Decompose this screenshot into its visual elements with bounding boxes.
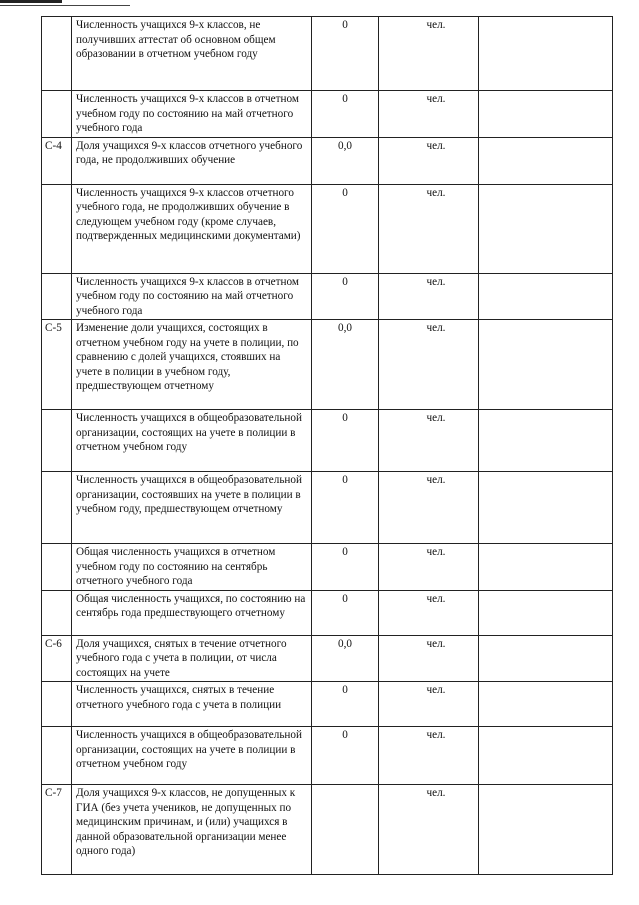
indicator-unit: чел. (379, 17, 479, 91)
indicator-description: Численность учащихся в общеобразовательной организации, состоящих на учете в полиции в отчетном учебном году (72, 410, 312, 472)
scan-artifact-line-thin (0, 5, 130, 6)
indicator-code (42, 682, 72, 727)
table-row (42, 320, 613, 410)
indicator-unit: чел. (379, 91, 479, 138)
scan-artifact-line (0, 0, 62, 3)
table-row (42, 727, 613, 785)
table-row (42, 544, 613, 591)
indicator-note (479, 17, 613, 91)
indicator-description: Численность учащихся 9-х классов в отчетном учебном году по состоянию на май отчетного учебного года (72, 273, 312, 320)
indicator-note (479, 785, 613, 875)
table-row (42, 17, 613, 91)
indicator-note (479, 682, 613, 727)
indicator-value: 0 (312, 184, 379, 273)
indicator-note (479, 273, 613, 320)
indicator-note (479, 635, 613, 682)
table-row (42, 590, 613, 635)
indicator-value: 0,0 (312, 320, 379, 410)
indicator-code (42, 410, 72, 472)
indicator-description: Численность учащихся в общеобразовательной организации, состоящих на учете в полиции в отчетном учебном году (72, 727, 312, 785)
indicator-code (42, 472, 72, 544)
indicator-note (479, 544, 613, 591)
table-row (42, 682, 613, 727)
indicator-note (479, 137, 613, 184)
indicator-note (479, 472, 613, 544)
table-row (42, 635, 613, 682)
indicator-unit: чел. (379, 273, 479, 320)
indicator-code (42, 17, 72, 91)
indicator-value: 0,0 (312, 635, 379, 682)
indicator-value: 0 (312, 410, 379, 472)
indicator-description: Численность учащихся, снятых в течение отчетного учебного года с учета в полиции (72, 682, 312, 727)
indicator-value: 0 (312, 544, 379, 591)
indicator-unit: чел. (379, 544, 479, 591)
indicators-table (41, 16, 613, 875)
indicator-code (42, 273, 72, 320)
indicator-code: С-4 (42, 137, 72, 184)
indicator-note (479, 410, 613, 472)
indicator-description: Численность учащихся в общеобразовательной организации, состоявших на учете в полиции в учебном году, предшествующем отчетному (72, 472, 312, 544)
indicator-code (42, 727, 72, 785)
table-row (42, 184, 613, 273)
indicator-value (312, 785, 379, 875)
table-row (42, 785, 613, 875)
indicator-unit: чел. (379, 410, 479, 472)
indicator-unit: чел. (379, 682, 479, 727)
indicator-code (42, 184, 72, 273)
indicator-unit: чел. (379, 184, 479, 273)
indicator-value: 0 (312, 17, 379, 91)
indicator-note (479, 320, 613, 410)
table-row (42, 137, 613, 184)
table-row (42, 91, 613, 138)
indicator-value: 0,0 (312, 137, 379, 184)
indicator-note (479, 727, 613, 785)
indicator-note (479, 590, 613, 635)
indicator-value: 0 (312, 727, 379, 785)
indicator-unit: чел. (379, 785, 479, 875)
indicator-unit: чел. (379, 472, 479, 544)
indicator-unit: чел. (379, 635, 479, 682)
indicator-value: 0 (312, 682, 379, 727)
indicator-note (479, 184, 613, 273)
indicator-value: 0 (312, 273, 379, 320)
indicator-value: 0 (312, 590, 379, 635)
indicator-unit: чел. (379, 320, 479, 410)
indicator-description: Доля учащихся, снятых в течение отчетного учебного года с учета в полиции, от числа состоящих на учете (72, 635, 312, 682)
indicator-code: С-7 (42, 785, 72, 875)
indicator-note (479, 91, 613, 138)
indicator-description: Численность учащихся 9-х классов отчетного учебного года, не продолживших обучение в следующем учебном году (кроме случаев, подтвержденных медицинскими документами) (72, 184, 312, 273)
indicator-description: Численность учащихся 9-х классов в отчетном учебном году по состоянию на май отчетного учебного года (72, 91, 312, 138)
indicator-value: 0 (312, 472, 379, 544)
indicator-code (42, 91, 72, 138)
indicator-description: Общая численность учащихся в отчетном учебном году по состоянию на сентябрь отчетного учебного года (72, 544, 312, 591)
indicator-description: Доля учащихся 9-х классов, не допущенных к ГИА (без учета учеников, не допущенных по медицинским причинам, и (или) учащихся в данной образовательной организации менее одного года) (72, 785, 312, 875)
indicator-unit: чел. (379, 590, 479, 635)
indicator-description: Изменение доли учащихся, состоящих в отчетном учебном году на учете в полиции, по сравнению с долей учащихся, стоявших на учете в полиции в учебном году, предшествующем отчетному (72, 320, 312, 410)
indicator-description: Доля учащихся 9-х классов отчетного учебного года, не продолживших обучение (72, 137, 312, 184)
indicator-code (42, 590, 72, 635)
indicator-code (42, 544, 72, 591)
indicator-value: 0 (312, 91, 379, 138)
table-row (42, 410, 613, 472)
indicator-unit: чел. (379, 137, 479, 184)
table-row (42, 472, 613, 544)
table-row (42, 273, 613, 320)
indicator-code: С-6 (42, 635, 72, 682)
indicator-description: Численность учащихся 9-х классов, не получивших аттестат об основном общем образовании в отчетном учебном году (72, 17, 312, 91)
indicator-description: Общая численность учащихся, по состоянию на сентябрь года предшествующего отчетному (72, 590, 312, 635)
indicator-unit: чел. (379, 727, 479, 785)
indicator-code: С-5 (42, 320, 72, 410)
